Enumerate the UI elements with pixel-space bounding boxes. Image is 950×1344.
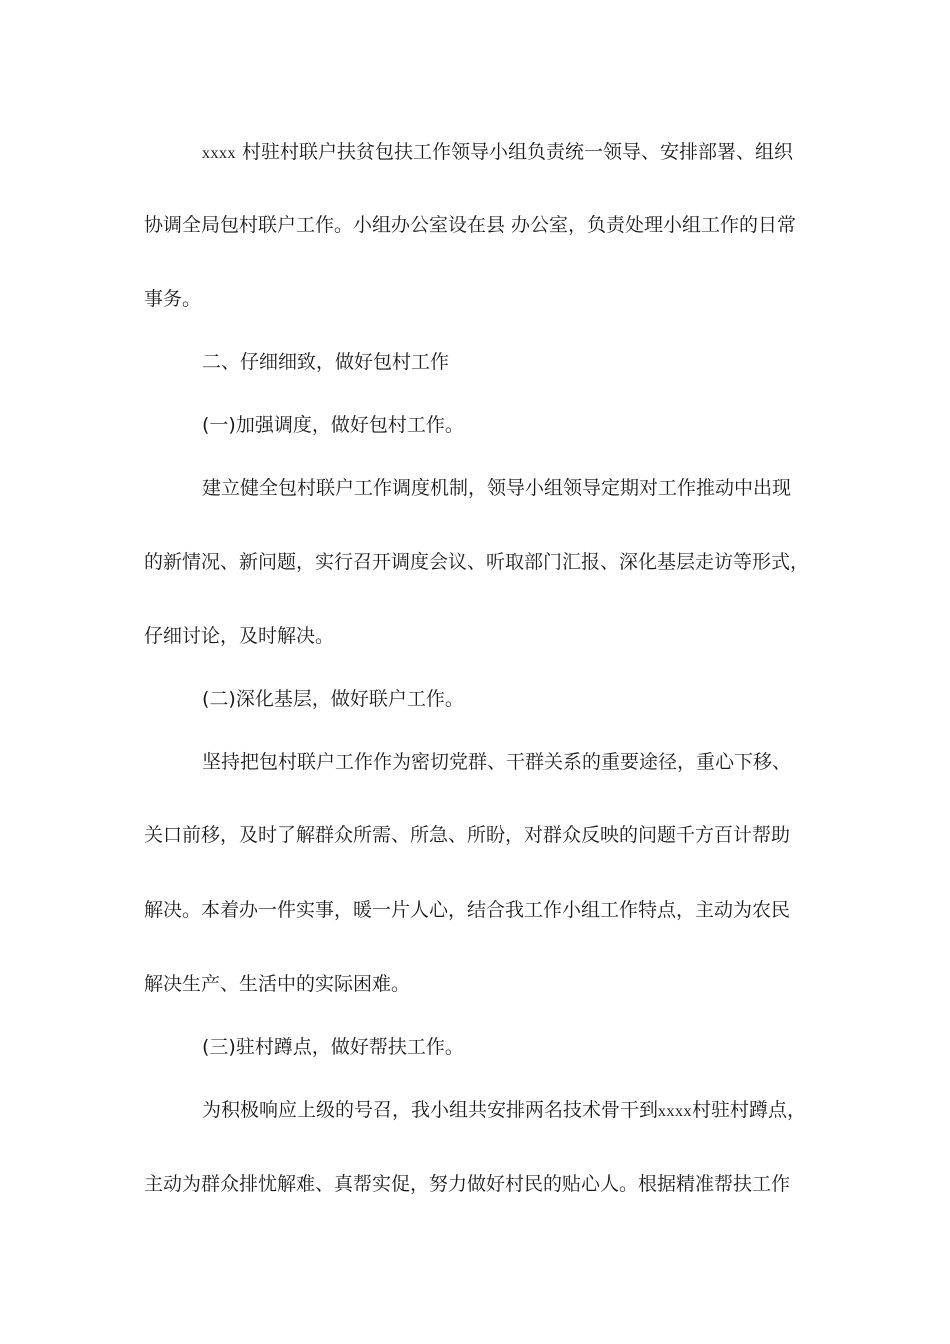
section-heading-2: 二、仔细细致，做好包村工作 xyxy=(202,351,450,373)
paragraph-2-line-2: 的新情况、新问题，实行召开调度会议、听取部门汇报、深化基层走访等形式， xyxy=(144,551,810,573)
village-placeholder: xxxx xyxy=(658,1103,693,1120)
paragraph-3-line-3: 解决。本着办一件实事，暖一片人心，结合我工作小组工作特点，主动为农民 xyxy=(144,899,791,921)
subsection-heading-2: (二)深化基层，做好联户工作。 xyxy=(202,688,464,710)
subsection-heading-3: (三)驻村蹲点，做好帮扶工作。 xyxy=(202,1036,464,1058)
paragraph-3-line-2: 关口前移，及时了解群众所需、所急、所盼，对群众反映的问题千方百计帮助 xyxy=(144,824,791,846)
paragraph-3-line-1: 坚持把包村联户工作作为密切党群、干群关系的重要途径，重心下移、 xyxy=(202,751,792,773)
line-text: 村驻村联户扶贫包扶工作领导小组负责统一领导、安排部署、组织 xyxy=(242,141,794,163)
paragraph-2-line-1: 建立健全包村联户工作调度机制，领导小组领导定期对工作推动中出现 xyxy=(202,477,792,499)
paragraph-4-line-1 xyxy=(202,1097,806,1123)
line-text-suffix: 村驻村蹲点， xyxy=(692,1099,807,1121)
paragraph-1-line-3: 事务。 xyxy=(144,288,202,310)
subsection-heading-1: (一)加强调度，做好包村工作。 xyxy=(202,414,464,436)
paragraph-1-line-1 xyxy=(202,139,793,165)
paragraph-3-line-4: 解决生产、生活中的实际困难。 xyxy=(144,973,411,995)
paragraph-4-line-2: 主动为群众排忧解难、真帮实促，努力做好村民的贴心人。根据精准帮扶工作 xyxy=(144,1173,791,1195)
line-text: 为积极响应上级的号召，我小组共安排两名技术骨干到 xyxy=(202,1099,659,1121)
village-placeholder: xxxx xyxy=(202,145,236,162)
paragraph-2-line-3: 仔细讨论，及时解决。 xyxy=(144,625,335,647)
paragraph-1-line-2: 协调全局包村联户工作。小组办公室设在县 办公室，负责处理小组工作的日常 xyxy=(144,214,797,236)
